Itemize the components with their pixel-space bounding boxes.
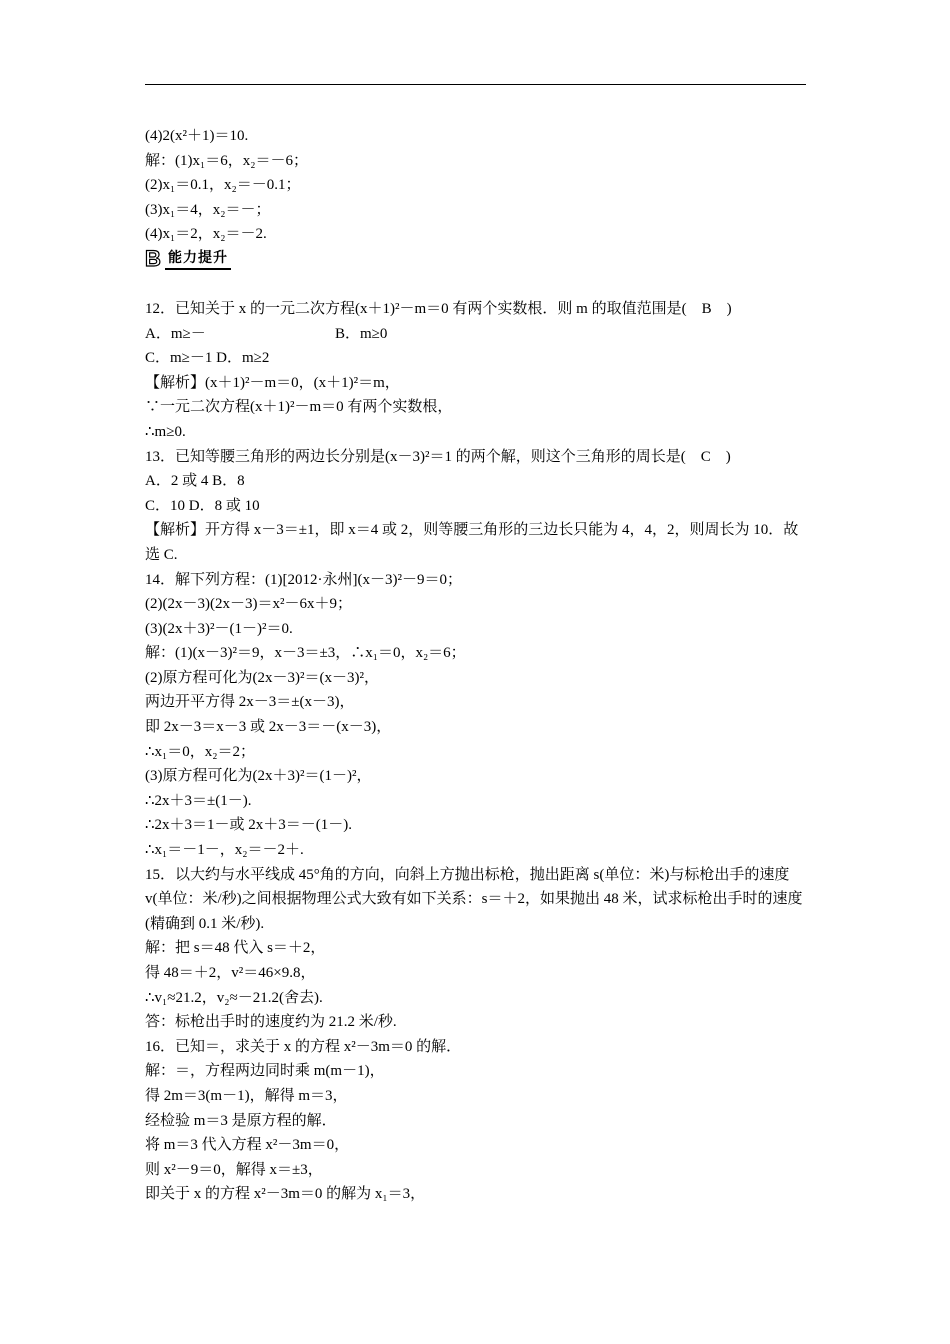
question-16-line: 则 x²－9＝0，解得 x＝±3， <box>145 1161 323 1178</box>
question-14-line: (3)原方程可化为(2x＋3)²＝(1－)²， <box>145 768 372 785</box>
question-14-line: 14．解下列方程：(1)[2012·永州](x－3)²－9＝0； <box>145 571 462 588</box>
question-12-options-cd: C．m≥－1 D．m≥2 <box>145 350 270 367</box>
header-rule <box>145 84 806 85</box>
text-line: (4)x₁＝2，x₂＝－2. <box>145 226 267 243</box>
analysis-line: ∵一元二次方程(x＋1)²－m＝0 有两个实数根， <box>145 399 453 416</box>
analysis-line: ∴m≥0. <box>145 423 186 440</box>
question-15-line: 解：把 s＝48 代入 s＝＋2， <box>145 940 326 957</box>
question-13-stem: 13．已知等腰三角形的两边长分别是(x－3)²＝1 的两个解，则这个三角形的周长是( C ) <box>145 448 731 465</box>
question-16-line: 经检验 m＝3 是原方程的解． <box>145 1112 337 1129</box>
question-16-line: 即关于 x 的方程 x²－3m＝0 的解为 x₁＝3， <box>145 1186 426 1203</box>
question-15-line: 得 48＝＋2，v²＝46×9.8， <box>145 965 316 981</box>
question-13-options-cd: C．10 D．8 或 10 <box>145 497 260 514</box>
question-14-line: ∴x₁＝－1－，x₂＝－2＋. <box>145 842 304 859</box>
question-14-line: 即 2x－3＝x－3 或 2x－3＝－(x－3)， <box>145 719 392 736</box>
question-14-line: (3)(2x＋3)²－(1－)²＝0. <box>145 620 293 637</box>
question-13-options-ab: A．2 或 4 B．8 <box>145 473 245 490</box>
question-12-stem: 12．已知关于 x 的一元二次方程(x＋1)²－m＝0 有两个实数根．则 m 的取值范围是( B ) <box>145 300 732 317</box>
analysis-line: 【解析】(x＋1)²－m＝0，(x＋1)²＝m， <box>145 374 400 391</box>
question-15-stem: 15．以大约与水平线成 45°角的方向，向斜上方抛出标枪，抛出距离 s(单位：米)与标枪出手的速度 v(单位：米/秒)之间根据物理公式大致有如下关系：s＝＋2，如果抛出 48 米，试求标枪出手时的速度(精确到 0.1 米/秒). <box>145 866 803 932</box>
question-14-line: 解：(1)(x－3)²＝9，x－3＝±3，∴x₁＝0，x₂＝6； <box>145 645 466 662</box>
section-badge <box>145 247 810 271</box>
question-16-line: 解：＝，方程两边同时乘 m(m－1)， <box>145 1063 385 1080</box>
question-15-line: 答：标枪出手时的速度约为 21.2 米/秒. <box>145 1014 397 1031</box>
section-title: 能力提升 <box>165 247 231 270</box>
question-14-line: (2)(2x－3)(2x－3)＝x²－6x＋9； <box>145 596 352 613</box>
document-body <box>145 124 810 1207</box>
badge-letter-icon: B <box>145 245 161 271</box>
question-13-analysis: 【解析】开方得 x－3＝±1，即 x＝4 或 2，则等腰三角形的三边长只能为 4，4，2，则周长为 10．故选 C. <box>145 522 799 563</box>
option-b: B．m≥0 <box>335 325 388 342</box>
question-16-line: 16．已知＝，求关于 x 的方程 x²－3m＝0 的解． <box>145 1038 462 1055</box>
question-14-line: 两边开平方得 2x－3＝±(x－3)， <box>145 694 355 711</box>
question-16-line: 得 2m＝3(m－1)，解得 m＝3， <box>145 1087 348 1104</box>
text-line: (2)x₁＝0.1，x₂＝－0.1； <box>145 177 301 194</box>
option-a: A．m≥－ <box>145 325 206 342</box>
question-14-line: ∴2x＋3＝±(1－). <box>145 792 252 809</box>
question-14-line: ∴2x＋3＝1－或 2x＋3＝－(1－). <box>145 817 353 834</box>
question-14-line: ∴x₁＝0，x₂＝2； <box>145 743 256 760</box>
question-16-line: 将 m＝3 代入方程 x²－3m＝0， <box>145 1137 350 1154</box>
question-12-options-ab <box>145 322 810 347</box>
text-line: (3)x₁＝4，x₂＝－； <box>145 201 271 218</box>
text-line: 解：(1)x₁＝6，x₂＝－6； <box>145 152 308 169</box>
question-14-line: (2)原方程可化为(2x－3)²＝(x－3)²， <box>145 669 379 686</box>
question-15-line: ∴v₁≈21.2，v₂≈－21.2(舍去). <box>145 989 323 1006</box>
text-line: (4)2(x²＋1)＝10. <box>145 128 249 144</box>
